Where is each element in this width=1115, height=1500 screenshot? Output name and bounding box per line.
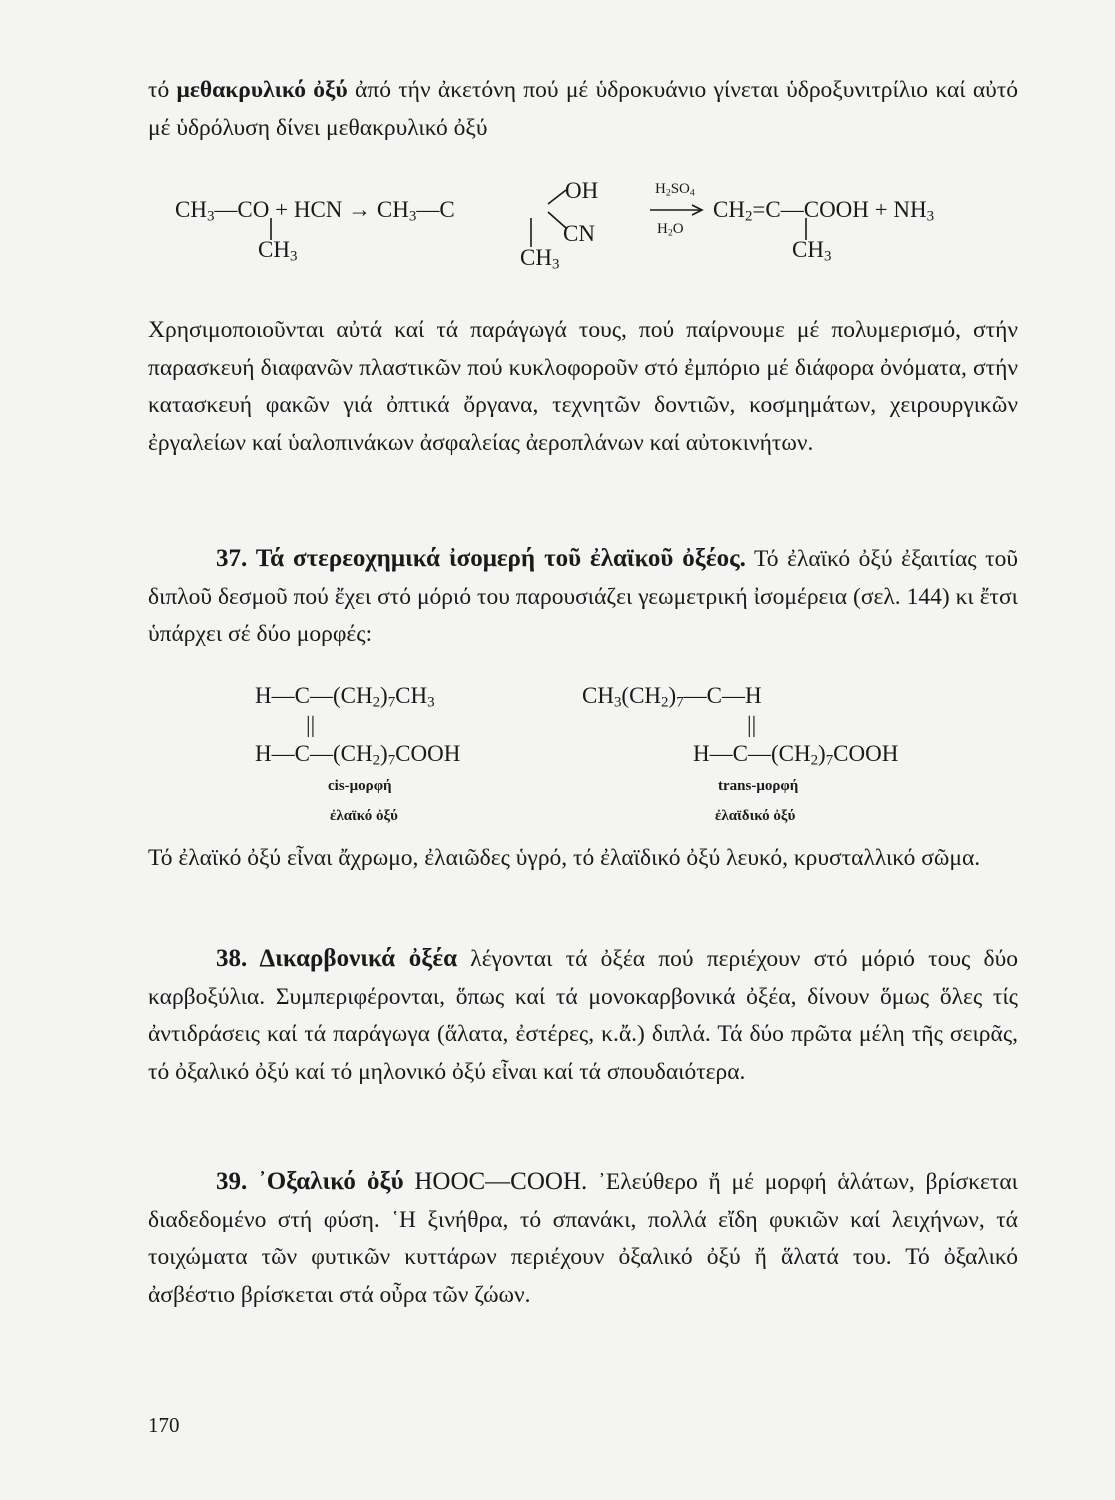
trans-name: ἐλαϊδικό ὀξύ — [715, 808, 796, 824]
paragraph-uses: Χρησιμοποιοῦνται αὐτά καί τά παράγωγά τους, πού παίρνουμε μέ πολυμερισμό, στήν παρασκευή διαφανῶν πλαστικῶν πού κυκλοφοροῦν στό ἐμπόριο μέ διάφορα ὀνόματα, στήν κατασκευή φακῶν γιά ὀπτικά ὄργανα, τεχνητῶν δοντιῶν, κοσμημάτων, χειρουργικῶν ἐργαλείων καί ὑαλοπινάκων ἀσφαλείας ἀεροπλάνων καί αὐτοκινήτων. — [148, 317, 1018, 456]
reaction-reactants: $CH_3—CO$ + HCN → $CH_3—C$ — [175, 197, 455, 225]
paragraph-oleic-properties: Τό ἐλαϊκό ὀξύ εἶναι ἄχρωμο, ἐλαιῶδες ὑγρό, τό ἐλαϊδικό ὀξύ λευκό, κρυσταλλικό σῶμα. — [148, 845, 981, 871]
section-37: 37. Τά στερεοχημικά ἰσομερή τοῦ ἐλαϊκοῦ ὀξέος. Τό ἐλαϊκό ὀξύ ἐξαιτίας τοῦ διπλοῦ δεσμοῦ πού ἔχει στό μόριό του παρουσιάζει γεωμετρική ἰσομέρεια (σελ. 144) κι ἔτσι ὑπάρχει σέ δύο μορφές: — [148, 545, 1018, 647]
reaction-cn: CN — [563, 221, 595, 246]
section-39: 39. ᾿Οξαλικό ὀξύ HOOC—COOH. ᾿Ελεύθερο ἤ μέ μορφή ἁλάτων, βρίσκεται διαδεδομένο στή φύση. ῾Η ξινήθρα, τό σπανάκι, πολλά εἴδη φυκιῶν καί λειχήνων, τά τοιχώματα τῶν φυτικῶν κυττάρων περιέχουν ὀξαλικό ὀξύ ἤ ἅλατά του. Τό ὀξαλικό ἀσβέστιο βρίσκεται στά οὖρα τῶν ζώων. — [148, 1168, 1019, 1308]
trans-double-bond: || — [747, 712, 757, 737]
term-methacrylic-acid: μεθακρυλικό ὀξύ — [176, 77, 348, 103]
reaction-products: $CH_2=C—COOH + NH_3$ — [713, 197, 935, 225]
heading-39: 39. ᾿Οξαλικό ὀξύ — [216, 1168, 404, 1195]
cis-double-bond: || — [306, 712, 316, 737]
heading-37: 37. Τά στερεοχημικά ἰσομερή τοῦ ἐλαϊκοῦ ὀξέος. — [216, 545, 746, 572]
reaction-oh: OH — [565, 178, 599, 203]
cis-label: cis-μορφή — [328, 778, 392, 794]
cis-name: ἐλαϊκό ὀξύ — [330, 808, 398, 824]
section-38: 38. Δικαρβονικά ὀξέα λέγονται τά ὀξέα πού περιέχουν στό μόριό τους δύο καρβοξύλια. Συμπεριφέρονται, ὅπως καί τά μονοκαρβονικά ὀξέα, δίνουν ὅμως ὅλες τίς ἀντιδράσεις καί τά παράγωγα (ἅλατα, ἐστέρες, κ.ἄ.) διπλά. Τά δύο πρῶτα μέλη τῆς σειρᾶς, τό ὀξαλικό ὀξύ καί τό μηλονικό ὀξύ εἶναι καί τά σπουδαιότερα. — [148, 945, 1019, 1085]
paragraph-methacrylic: τό μεθακρυλικό ὀξύ ἀπό τήν ἀκετόνη πού μέ ὑδροκυάνιο γίνεται ὑδροξυνιτρίλιο καί αὐτό μέ ὑδρόλυση δίνει μεθακρυλικό ὀξύ — [148, 77, 1019, 141]
reaction-methyl-1: $CH_3$ — [258, 237, 298, 265]
cis-bottom-line: $H—C—(CH_2)_7COOH$ — [255, 741, 461, 769]
trans-bottom-line: $H—C—(CH_2)_7COOH$ — [693, 741, 899, 769]
reaction-methyl-2: $CH_3$ — [520, 245, 560, 273]
oxalic-formula: HOOC—COOH. — [414, 1168, 588, 1195]
cis-top-line: $H—C—(CH_2)_7CH_3$ — [255, 683, 435, 711]
page-number: 170 — [148, 1413, 180, 1437]
reaction-methyl-3: $CH_3$ — [792, 237, 832, 265]
reaction-catalyst-top: $H_2SO_4$ — [655, 181, 695, 199]
trans-label: trans-μορφή — [718, 778, 799, 794]
reaction-catalyst-bottom: $H_2O$ — [657, 221, 684, 239]
heading-38: 38. Δικαρβονικά ὀξέα — [216, 945, 458, 972]
trans-top-line: $CH_3(CH_2)_7—C—H$ — [582, 683, 762, 711]
